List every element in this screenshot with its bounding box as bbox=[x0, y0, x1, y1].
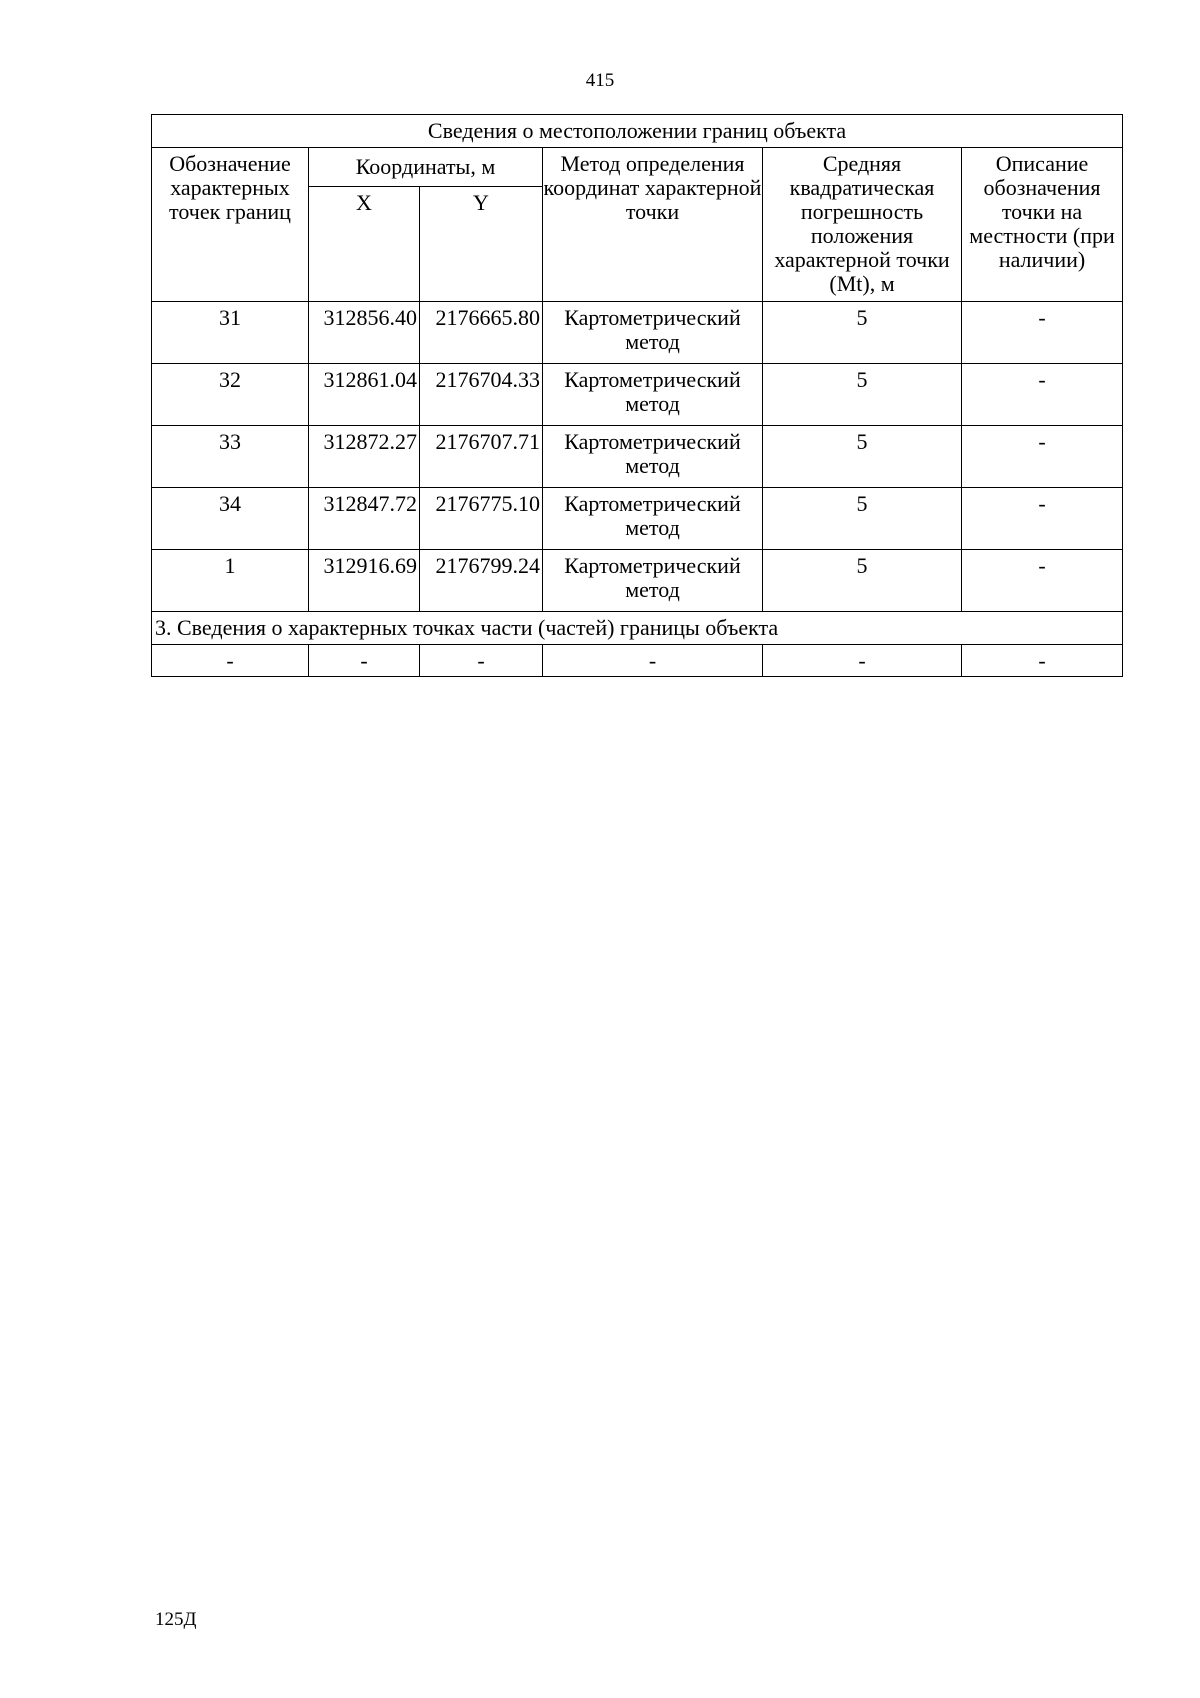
header-x: X bbox=[309, 187, 420, 302]
cell-y: 2176665.80 bbox=[420, 302, 543, 364]
cell-description: - bbox=[962, 302, 1123, 364]
section3-empty-row bbox=[152, 645, 1123, 677]
cell-description: - bbox=[962, 550, 1123, 612]
table-title-row bbox=[152, 115, 1123, 148]
cell-point: 1 bbox=[152, 550, 309, 612]
cell-y: 2176775.10 bbox=[420, 488, 543, 550]
cell-description: - bbox=[962, 426, 1123, 488]
table-row bbox=[152, 550, 1123, 612]
empty-cell: - bbox=[309, 645, 420, 677]
header-row-1 bbox=[152, 148, 1123, 187]
empty-cell: - bbox=[962, 645, 1123, 677]
header-mean-error: Средняя квадратическая погрешность положения характерной точки (Mt), м bbox=[763, 148, 962, 302]
table-row bbox=[152, 488, 1123, 550]
empty-cell: - bbox=[763, 645, 962, 677]
cell-point: 31 bbox=[152, 302, 309, 364]
cell-x: 312872.27 bbox=[309, 426, 420, 488]
cell-x: 312916.69 bbox=[309, 550, 420, 612]
cell-method: Картометрический метод bbox=[543, 364, 763, 426]
header-method: Метод определения координат характерной точки bbox=[543, 148, 763, 302]
empty-cell: - bbox=[420, 645, 543, 677]
boundary-coordinates-table bbox=[151, 114, 1123, 677]
cell-point: 33 bbox=[152, 426, 309, 488]
empty-cell: - bbox=[152, 645, 309, 677]
cell-method: Картометрический метод bbox=[543, 488, 763, 550]
cell-error: 5 bbox=[763, 426, 962, 488]
cell-point: 34 bbox=[152, 488, 309, 550]
cell-x: 312861.04 bbox=[309, 364, 420, 426]
table-row bbox=[152, 302, 1123, 364]
section3-title: 3. Сведения о характерных точках части (частей) границы объекта bbox=[152, 612, 1123, 645]
cell-error: 5 bbox=[763, 364, 962, 426]
header-y: Y bbox=[420, 187, 543, 302]
footer-code: 125Д bbox=[155, 1609, 197, 1630]
cell-y: 2176707.71 bbox=[420, 426, 543, 488]
cell-method: Картометрический метод bbox=[543, 550, 763, 612]
cell-error: 5 bbox=[763, 488, 962, 550]
page-number: 415 bbox=[585, 70, 615, 91]
cell-method: Картометрический метод bbox=[543, 302, 763, 364]
table-row bbox=[152, 426, 1123, 488]
header-coordinates: Координаты, м bbox=[309, 148, 543, 187]
cell-error: 5 bbox=[763, 302, 962, 364]
table-row bbox=[152, 364, 1123, 426]
section3-row bbox=[152, 612, 1123, 645]
cell-x: 312847.72 bbox=[309, 488, 420, 550]
header-description: Описание обозначения точки на местности (при наличии) bbox=[962, 148, 1123, 302]
cell-point: 32 bbox=[152, 364, 309, 426]
cell-description: - bbox=[962, 364, 1123, 426]
header-point-designation: Обозначение характерных точек границ bbox=[152, 148, 309, 302]
empty-cell: - bbox=[543, 645, 763, 677]
cell-method: Картометрический метод bbox=[543, 426, 763, 488]
cell-description: - bbox=[962, 488, 1123, 550]
cell-error: 5 bbox=[763, 550, 962, 612]
cell-y: 2176704.33 bbox=[420, 364, 543, 426]
cell-y: 2176799.24 bbox=[420, 550, 543, 612]
table-title: Сведения о местоположении границ объекта bbox=[152, 115, 1123, 148]
cell-x: 312856.40 bbox=[309, 302, 420, 364]
